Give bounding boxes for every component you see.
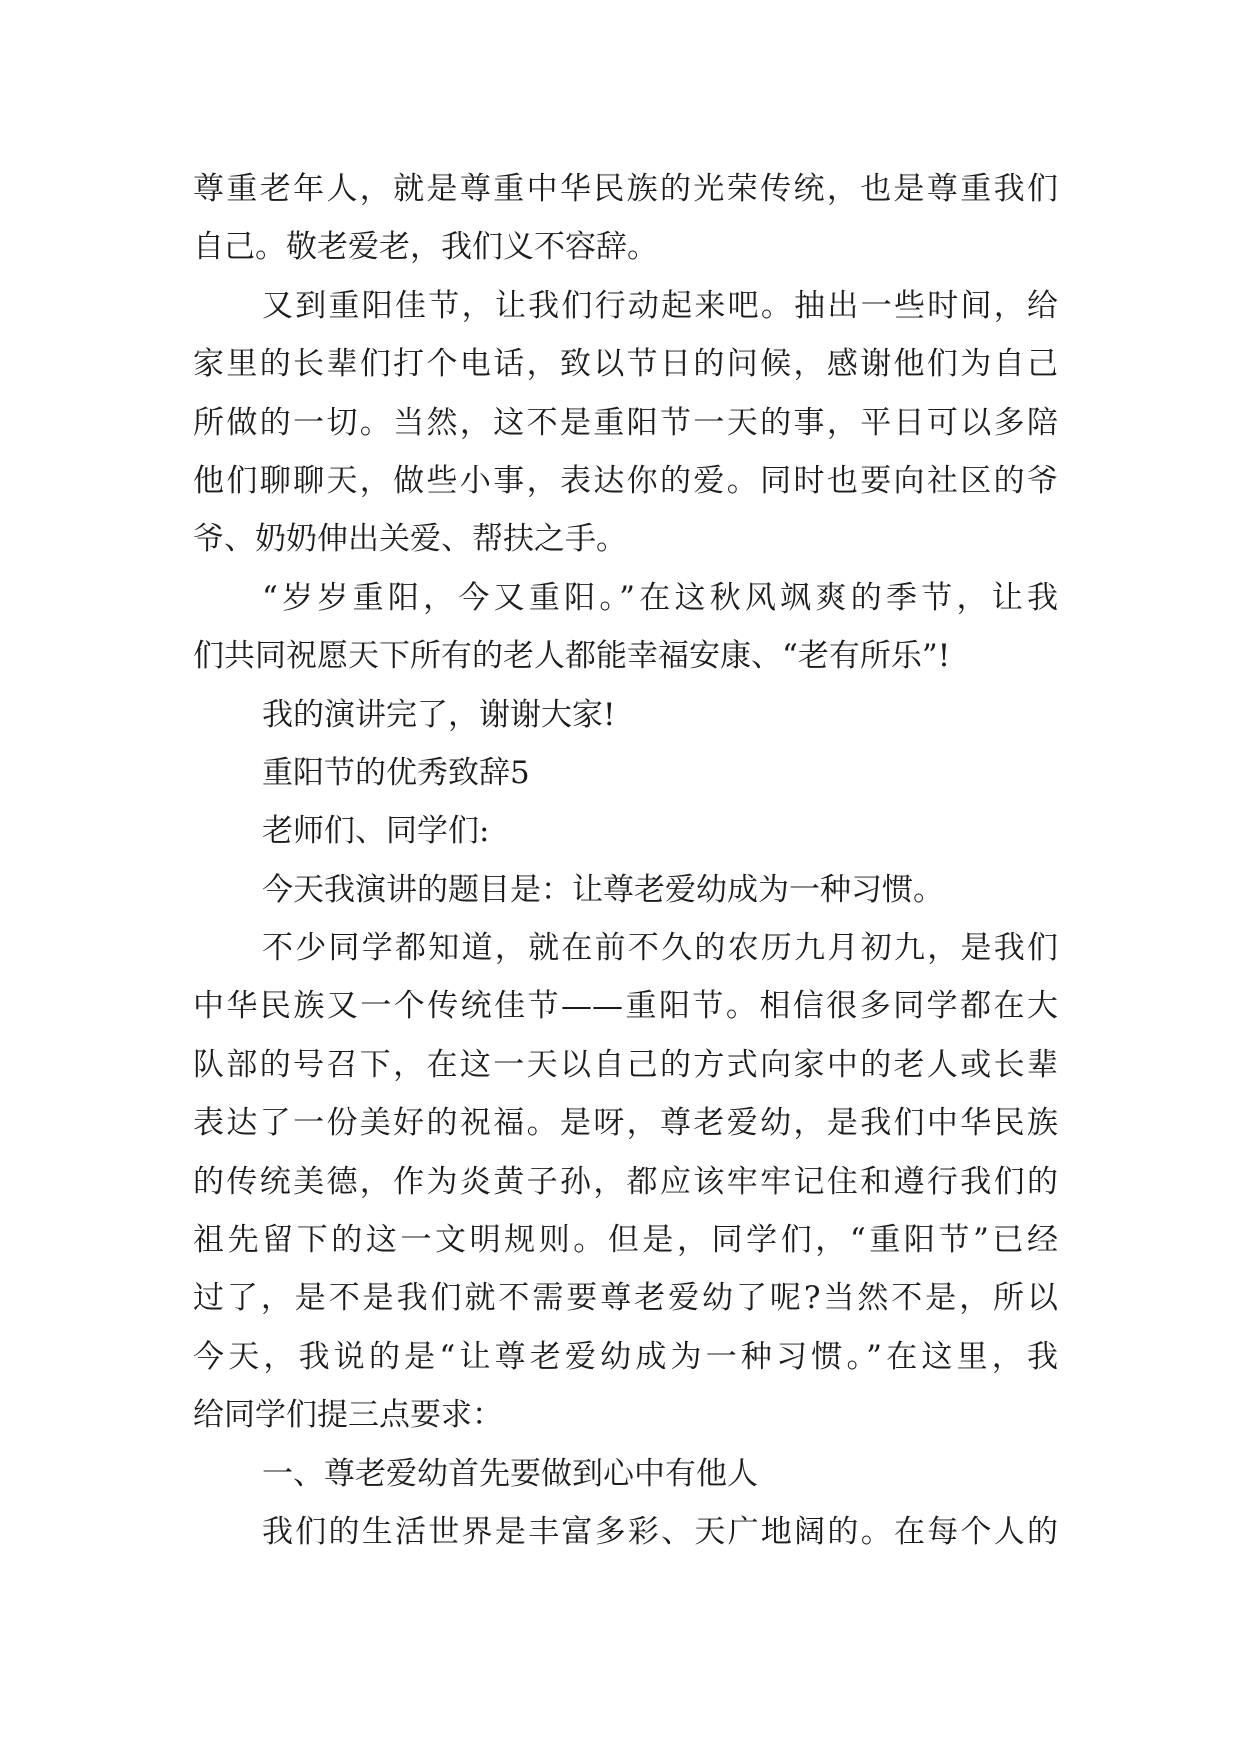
text-line: 我们的生活世界是丰富多彩、天广地阔的。在每个人的 <box>262 1513 1058 1550</box>
text-line: 一、尊老爱幼首先要做到心中有他人 <box>262 1455 758 1492</box>
text-line: 的传统美德，作为炎黄子孙，都应该牢牢记住和遵行我们的 <box>193 1163 1058 1200</box>
paragraph <box>193 1445 1058 1503</box>
text-line: 今天，我说的是“让尊老爱幼成为一种习惯。”在这里，我 <box>193 1338 1058 1375</box>
text-line: 尊重老年人，就是尊重中华民族的光荣传统，也是尊重我们 <box>193 171 1058 207</box>
paragraph <box>193 861 1058 919</box>
paragraph <box>193 1503 1058 1561</box>
salutation <box>193 802 1058 860</box>
paragraph <box>193 160 1058 277</box>
text-line: 给同学们提三点要求： <box>193 1397 503 1434</box>
text-line: 所做的一切。当然，这不是重阳节一天的事，平日可以多陪 <box>193 404 1058 441</box>
paragraph <box>193 277 1058 569</box>
text-line: 过了，是不是我们就不需要尊老爱幼了呢?当然不是，所以 <box>193 1280 1058 1317</box>
section-heading <box>193 744 1058 802</box>
text-line: 自己。敬老爱老，我们义不容辞。 <box>193 229 658 266</box>
document-body <box>193 160 1058 1561</box>
text-line: 队部的号召下，在这一天以自己的方式向家中的老人或长辈 <box>193 1046 1058 1083</box>
paragraph <box>193 686 1058 744</box>
text-line: 爷、奶奶伸出关爱、帮扶之手。 <box>193 521 627 558</box>
text-line: 不少同学都知道，就在前不久的农历九月初九，是我们 <box>262 930 1058 967</box>
paragraph <box>193 569 1058 686</box>
text-line: 老师们、同学们: <box>262 813 490 850</box>
text-line: 今天我演讲的题目是：让尊老爱幼成为一种习惯。 <box>262 871 944 908</box>
text-line: 祖先留下的这一文明规则。但是，同学们，“重阳节”已经 <box>193 1222 1058 1259</box>
text-line: 我的演讲完了，谢谢大家! <box>262 696 616 733</box>
text-line: 家里的长辈们打个电话，致以节日的问候，感谢他们为自己 <box>193 346 1058 383</box>
text-line: “岁岁重阳，今又重阳。”在这秋风飒爽的季节，让我 <box>262 579 1058 616</box>
text-line: 中华民族又一个传统佳节——重阳节。相信很多同学都在大 <box>193 988 1058 1025</box>
text-line: 他们聊聊天，做些小事，表达你的爱。同时也要向社区的爷 <box>193 462 1058 499</box>
text-line: 重阳节的优秀致辞5 <box>262 754 530 791</box>
text-line: 又到重阳佳节，让我们行动起来吧。抽出一些时间，给 <box>262 287 1058 324</box>
text-line: 表达了一份美好的祝福。是呀，尊老爱幼，是我们中华民族 <box>193 1105 1058 1142</box>
paragraph <box>193 919 1058 1445</box>
text-line: 们共同祝愿天下所有的老人都能幸福安康、“老有所乐”! <box>193 638 951 675</box>
